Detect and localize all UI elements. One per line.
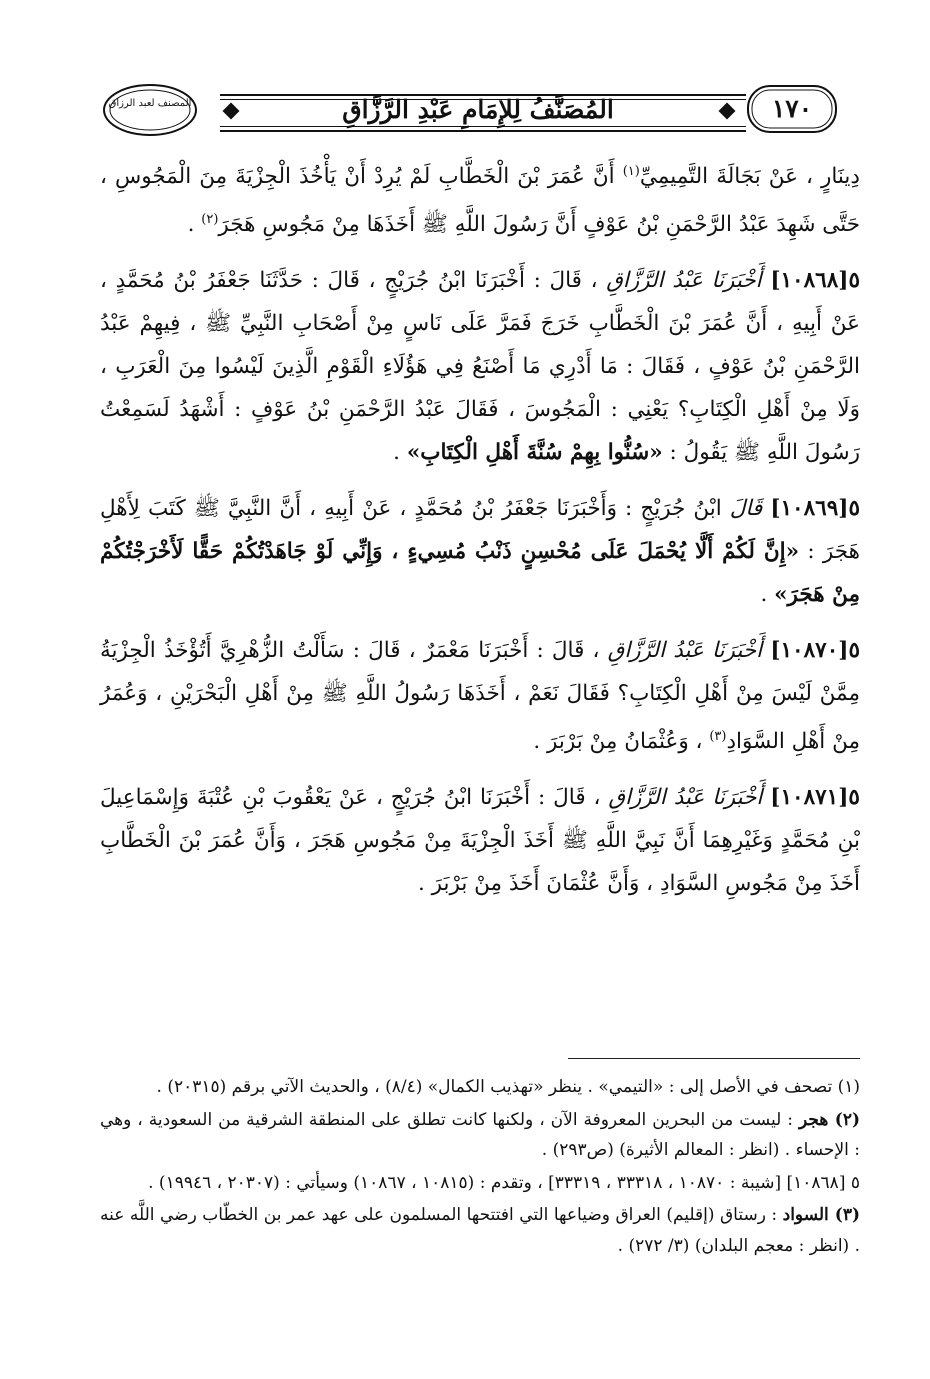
ornament-right-icon [718,102,736,120]
hadith-text: ، قَالَ : أَخْبَرَنَا ابْنُ جُرَيْجٍ ، عَنْ يَعْقُوبَ بْنِ عُتْبَةَ وَإِسْمَاعِيلَ بْنِ مُحَمَّدٍ وَغَيْرِهِمَا أَنَّ نَبِيَّ اللَّهِ ﷺ أَخَذَ الْجِزْيَةَ مِنْ مَجُوسِ هَجَرَ ، وَأَنَّ عُمَرَ بْنَ الْخَطَّابِ أَخَذَ مِنْ مَجُوسِ السَّوَادِ ، وَأَنَّ عُثْمَانَ أَخَذَ مِنْ بَرْبَرَ . [100,785,860,897]
hadith-10868 [100,259,860,474]
logo-text: المصنف لعبد الرزاق [108,98,192,109]
hadith-quote: «سُنُّوا بِهِمْ سُنَّةَ أَهْلِ الْكِتَابِ» [406,440,663,466]
text: . [760,582,775,608]
ornament-left-icon [222,102,240,120]
hadith-text: ابْنُ جُرَيْجٍ : وَأَخْبَرَنَا جَعْفَرُ بْنُ مُحَمَّدٍ ، عَنْ أَبِيهِ ، أَنَّ النَّبِيَّ ﷺ كَتَبَ لِأَهْلِ هَجَرَ : [100,496,860,565]
text: دِينَارٍ ، عَنْ بَجَالَةَ التَّمِيمِيِّ [639,164,860,190]
hadith-lead: قَالَ [729,496,771,522]
footnote-text: : ليست من البحرين المعروفة الآن ، ولكنها كانت تطلق على المنطقة الشرقية من السعودية ، وهي : الإحساء . (انظر : المعالم الأثيرة) (ص٢٩٣) . [100,1109,860,1160]
hadith-number: ٥[١٠٨٦٨] [770,268,860,294]
text: أَنَّ عُمَرَ بْنَ الْخَطَّابِ لَمْ يُرِدْ أَنْ يَأْخُذَ الْجِزْيَةَ مِنَ الْمَجُوسِ ، حَتَّى شَهِدَ عَبْدُ الرَّحْمَنِ بْنُ عَوْفٍ أَنَّ رَسُولَ اللَّهِ ﷺ أَخَذَهَا مِنْ مَجُوسِ هَجَرَ [100,164,860,238]
footnote-label: (٣) السواد [782,1205,860,1225]
footnote-1: (١) تصحف في الأصل إلى : «التيمي» . ينظر «تهذيب الكمال» (٨/٤) ، والحديث الآتي برقم (٢٠٣١٥) . [156,1077,860,1097]
footnote-takhrij [100,1168,860,1199]
page-header [100,82,856,140]
text: . [393,440,407,466]
footnotes [100,1072,860,1263]
footnote-marker: (١) [622,164,640,179]
hadith-lead: أَخْبَرَنَا عَبْدُ الرَّزَّاقِ [606,268,771,294]
hadith-text: ، قَالَ : أَخْبَرَنَا ابْنُ جُرَيْجٍ ، قَالَ : حَدَّثَنَا جَعْفَرُ بْنُ مُحَمَّدٍ ، عَنْ أَبِيهِ ، أَنَّ عُمَرَ بْنَ الْخَطَّابِ خَرَجَ فَمَرَّ عَلَى نَاسٍ مِنْ أَصْحَابِ النَّبِيِّ ﷺ ، فِيهِمْ عَبْدُ الرَّحْمَنِ بْنُ عَوْفٍ ، فَقَالَ : مَا أَدْرِي مَا أَصْنَعُ فِي هَؤُلَاءِ الْقَوْمِ الَّذِينَ لَيْسُوا مِنَ الْعَرَبِ ، وَلَا مِنْ أَهْلِ الْكِتَابِ؟ يَعْنِي : الْمَجُوسَ ، فَقَالَ عَبْدُ الرَّحْمَنِ بْنُ عَوْفٍ : أَشْهَدُ لَسَمِعْتُ رَسُولَ اللَّهِ ﷺ يَقُولُ : [100,268,860,466]
page-number: ١٧٠ [771,94,813,123]
footnote-marker: (٣) [709,729,727,745]
hadith-text: ، قَالَ : أَخْبَرَنَا مَعْمَرٌ ، قَالَ : سَأَلْتُ الزُّهْرِيَّ أَتُؤْخَذُ الْجِزْيَةُ مِمَّنْ لَيْسَ مِنْ أَهْلِ الْكِتَابِ؟ فَقَالَ نَعَمْ ، أَخَذَهَا رَسُولُ اللَّهِ ﷺ مِنْ أَهْلِ الْبَحْرَيْنِ ، وَعُمَرُ مِنْ أَهْلِ السَّوَادِ [100,638,860,755]
page-number-box [746,84,838,134]
footnote-2 [100,1105,860,1166]
hadith-number: ٥[١٠٨٧٠] [770,638,860,664]
hadith-number: ٥[١٠٨٦٩] [770,496,860,522]
book-title: المُصَنَّفُ لِلإِمَامِ عَبْدِ الرَّزَّاقِ [342,95,614,124]
hadith-10869 [100,487,860,616]
footnote-text: : رستاق (إقليم) العراق وضياعها التي افتتحها المسلمون على عهد عمر بن الخطّاب رضي اللَّه عنه . (انظر : معجم البلدان) (٣/ ٢٧٢) . [100,1205,860,1256]
logo-frame [100,82,200,138]
hadith-number: ٥[١٠٨٧١] [770,785,860,811]
footnote-label: ٥ [١٠٨٦٨] [786,1172,860,1193]
text: . [187,212,202,238]
hadith-quote: «إِنَّ لَكُمْ أَلَّا يُحْمَلَ عَلَى مُحْسِنٍ ذَنْبُ مُسِيءٍ ، وَإِنِّي لَوْ جَاهَدْتُكُمْ حَقًّا لَأَخْرَجْتُكُمْ مِنْ هَجَرَ» [100,539,860,608]
footnote-text: [شيبة : ١٠٨٧٠ ، ٣٣٣١٨ ، ٣٣٣١٩] ، وتقدم : (١٠٨١٥ ، ١٠٨٦٧) وسيأتي : (٢٠٣٠٧ ، ١٩٩٤٦) . [148,1172,787,1193]
main-text [100,150,860,918]
footnote-marker: (٢) [201,212,219,228]
text: ، وَعُثْمَانُ مِنْ بَرْبَرَ . [533,729,710,755]
hadith-lead: أَخْبَرَنَا عَبْدُ الرَّزَّاقِ [608,785,771,811]
footnote-3 [100,1200,860,1261]
hadith-10870 [100,629,860,763]
footnote-separator [568,1058,860,1059]
footnote-label: (٢) هجر [798,1109,860,1130]
paragraph-continued [100,150,860,246]
hadith-10871 [100,776,860,905]
hadith-lead: أَخْبَرَنَا عَبْدُ الرَّزَّاقِ [607,638,771,664]
publisher-logo [100,82,200,138]
